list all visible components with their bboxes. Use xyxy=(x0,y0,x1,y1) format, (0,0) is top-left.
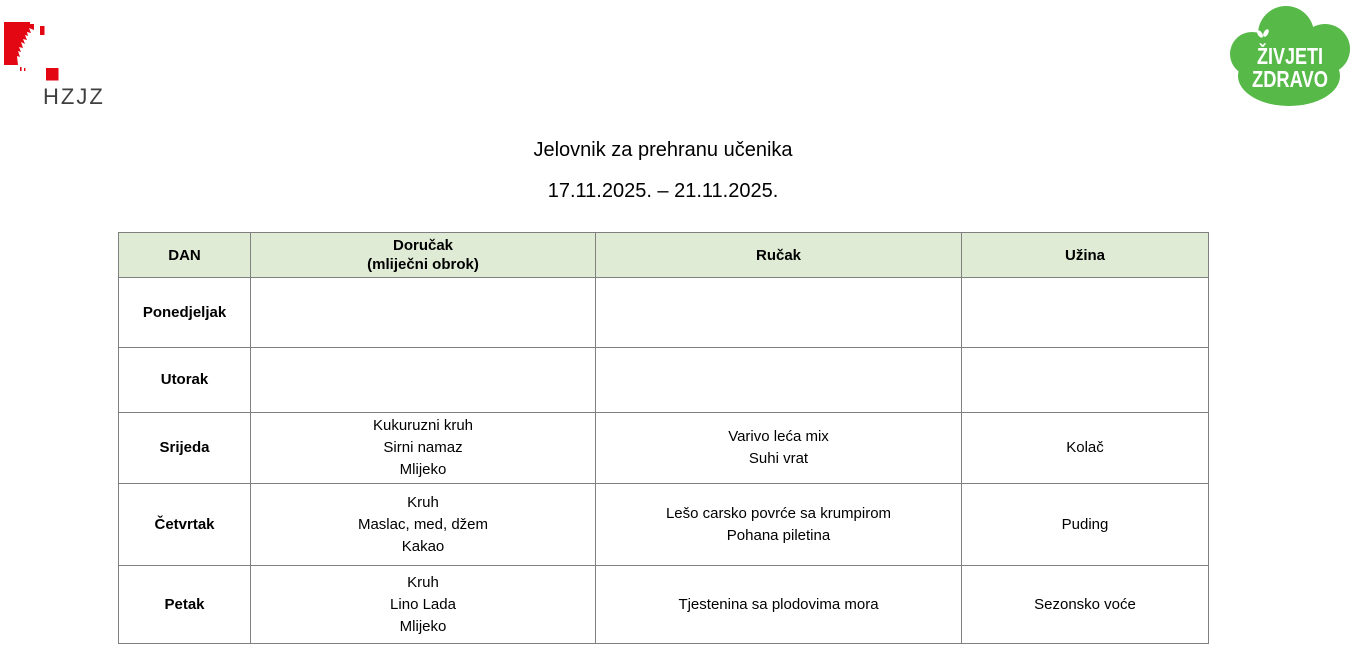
menu-table xyxy=(118,232,1209,644)
menu-row xyxy=(119,566,1209,644)
hzjz-mark-icon xyxy=(3,22,65,84)
breakfast-cell: Kruh Maslac, med, džem Kakao xyxy=(251,484,596,566)
snack-cell: Sezonsko voće xyxy=(962,566,1209,644)
hzjz-logo xyxy=(3,22,115,114)
day-cell: Utorak xyxy=(119,348,251,413)
breakfast-cell xyxy=(251,348,596,413)
lunch-cell: Lešo carsko povrće sa krumpirom Pohana piletina xyxy=(596,484,962,566)
breakfast-cell xyxy=(251,278,596,348)
snack-cell xyxy=(962,278,1209,348)
snack-cell: Kolač xyxy=(962,413,1209,484)
zivjeti-zdravo-logo xyxy=(1228,4,1353,116)
column-header: DAN xyxy=(119,233,251,278)
snack-cell: Puding xyxy=(962,484,1209,566)
column-header: Doručak (mliječni obrok) xyxy=(251,233,596,278)
column-header: Užina xyxy=(962,233,1209,278)
snack-cell xyxy=(962,348,1209,413)
menu-row xyxy=(119,348,1209,413)
lunch-cell: Varivo leća mix Suhi vrat xyxy=(596,413,962,484)
day-cell: Četvrtak xyxy=(119,484,251,566)
column-header: Ručak xyxy=(596,233,962,278)
day-cell: Ponedjeljak xyxy=(119,278,251,348)
lunch-cell xyxy=(596,278,962,348)
day-cell: Srijeda xyxy=(119,413,251,484)
breakfast-cell: Kruh Lino Lada Mlijeko xyxy=(251,566,596,644)
menu-row xyxy=(119,413,1209,484)
menu-row xyxy=(119,278,1209,348)
hzjz-logo-text: HZJZ xyxy=(43,84,105,109)
zz-logo-line1: ŽIVJETI xyxy=(1257,43,1342,69)
breakfast-cell: Kukuruzni kruh Sirni namaz Mlijeko xyxy=(251,413,596,484)
lunch-cell: Tjestenina sa plodovima mora xyxy=(596,566,962,644)
lunch-cell xyxy=(596,348,962,413)
date-range: 17.11.2025. – 21.11.2025. xyxy=(547,180,779,202)
day-cell: Petak xyxy=(119,566,251,644)
header-row xyxy=(119,233,1209,278)
page-title: Jelovnik za prehranu učenika xyxy=(533,139,793,161)
menu-row xyxy=(119,484,1209,566)
zz-logo-line2: ZDRAVO xyxy=(1252,66,1328,92)
cloud-icon xyxy=(1228,4,1353,116)
